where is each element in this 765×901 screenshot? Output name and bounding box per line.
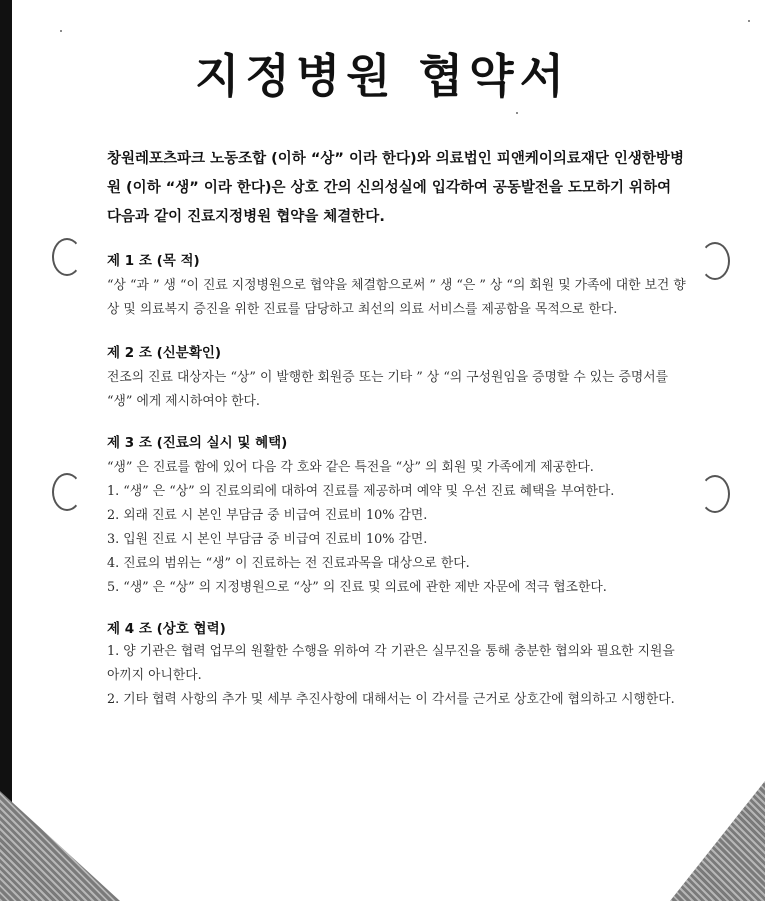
article-heading: 제 2 조 (신분확인)	[107, 345, 222, 361]
scan-speck	[748, 20, 750, 22]
intro-paragraph: 창원레포츠파크 노동조합 (이하 “상” 이라 한다)와 의료법인 피앤케이의료재단 인생한방병원 (이하 “생” 이라 한다)은 상호 간의 신의성실에 입각하여 공동발전을 도모하기 위하여 다음과 같이 진료지정병원 협약을 체결한다.	[107, 151, 684, 225]
list-item: 1. “생” 은 “상” 의 진료의뢰에 대하여 진료를 제공하며 예약 및 우선 진료 혜택을 부여한다.	[107, 484, 615, 499]
list-item: 5. “생” 은 “상” 의 지정병원으로 “상” 의 진료 및 의료에 관한 제반 자문에 적극 협조한다.	[107, 580, 607, 595]
list-item: 1. 양 기관은 협력 업무의 원활한 수행을 위하여 각 기관은 실무진을 통해 충분한 협의와 필요한 지원을 아끼지 아니한다.	[107, 644, 675, 683]
document-title: 지정병원 협약서	[194, 49, 571, 103]
article-body: “생” 은 진료를 함에 있어 다음 각 호와 같은 특전을 “상” 의 회원 및 가족에게 제공한다.	[107, 460, 594, 475]
article-heading: 제 4 조 (상호 협력)	[107, 621, 226, 637]
list-item: 4. 진료의 범위는 “생” 이 진료하는 전 진료과목을 대상으로 한다.	[107, 556, 470, 571]
scan-speck	[516, 112, 518, 114]
list-item: 2. 기타 협력 사항의 추가 및 세부 추진사항에 대해서는 이 각서를 근거로 상호간에 협의하고 시행한다.	[107, 692, 675, 707]
article-body: “상 “과 ” 생 “이 진료 지정병원으로 협약을 체결함으로써 ” 생 “은 ” 상 “의 회원 및 가족에 대한 보건 향상 및 의료복지 증진을 위한 진료를 담당하고 최선의 의료 서비스를 제공함을 목적으로 한다.	[107, 278, 686, 317]
article-2	[107, 342, 689, 414]
scan-speck	[60, 30, 62, 32]
binder-hole-mark	[52, 473, 82, 511]
article-item-list	[107, 480, 689, 600]
binder-hole-mark	[700, 475, 730, 513]
binder-hole-mark	[52, 238, 82, 276]
document-body	[107, 145, 689, 712]
article-heading: 제 1 조 (목 적)	[107, 253, 200, 269]
article-3	[107, 432, 689, 600]
list-item: 3. 입원 진료 시 본인 부담금 중 비급여 진료비 10% 감면.	[107, 532, 428, 547]
binder-hole-mark	[700, 242, 730, 280]
article-1	[107, 250, 689, 322]
article-heading: 제 3 조 (진료의 실시 및 혜택)	[107, 435, 288, 451]
scan-left-edge	[0, 0, 12, 901]
article-4	[107, 618, 689, 712]
article-body: 전조의 진료 대상자는 “상” 이 발행한 회원증 또는 기타 ” 상 “의 구성원임을 증명할 수 있는 증명서를 “생” 에게 제시하여야 한다.	[107, 370, 669, 409]
list-item: 2. 외래 진료 시 본인 부담금 중 비급여 진료비 10% 감면.	[107, 508, 428, 523]
article-item-list	[107, 640, 689, 712]
